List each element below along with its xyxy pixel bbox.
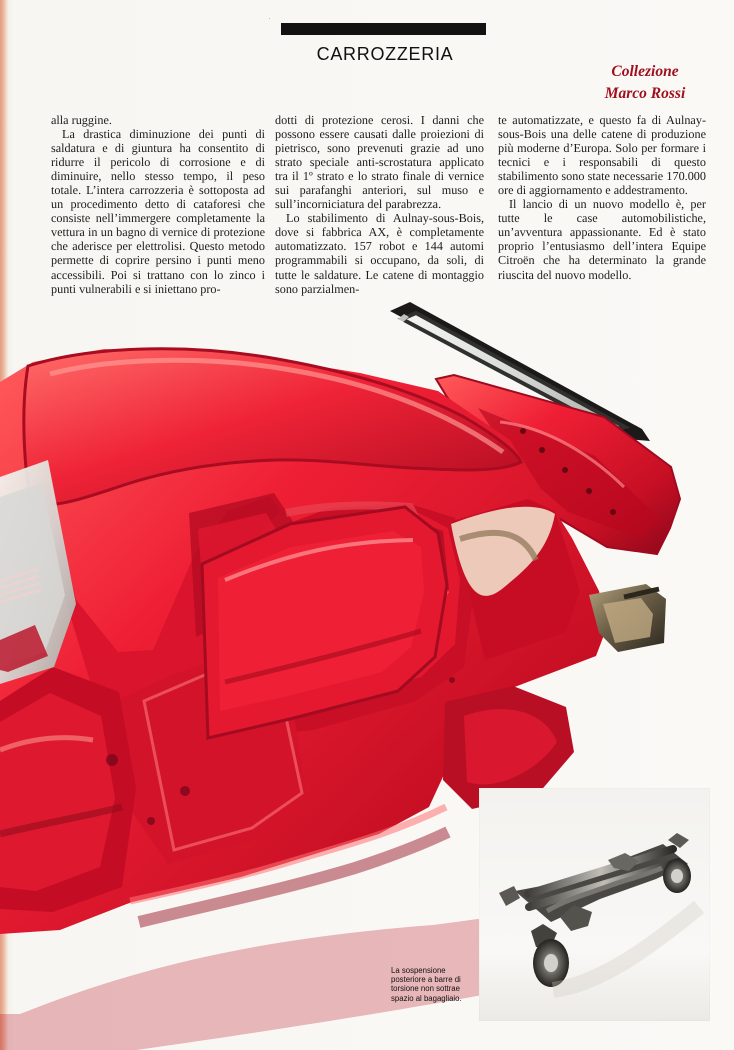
article-paragraph: dotti di protezione cerosi. I danni che possono essere causati dalle proiezioni di pietrisco, sono prevenuti grazie ad uno strato speciale anti-scrostatura applicato tra il 1º strato e lo strato finale di vernice sui parafanghi anteriori, sul muso e sull’incorniciatura del parabrezza. bbox=[275, 113, 484, 212]
collection-line-1: Collezione bbox=[611, 63, 679, 80]
section-title: CARROZZERIA bbox=[316, 44, 454, 64]
article-column-3 bbox=[498, 113, 706, 282]
article-paragraph: La drastica diminuzione dei punti di saldatura e di giuntura ha consentito di ridurre il pericolo di corrosione e di diminuire, nello stesso tempo, il peso totale. L’intera carrozzeria è sottoposta ad un procedimento detto di cataforesi che consiste nell’immergere completamente la vettura in un bagno di vernice di protezione che aderisce per elettrolisi. Questo metodo permette di coprire persino i punti meno accessibili. Poi si trattano con lo zinco i punti vulnerabili e si iniettano pro- bbox=[51, 127, 265, 296]
article-paragraph: te automatizzate, e questo fa di Aulnay-sous-Bois una delle catene di produzione più moderne d’Europa. Solo per formare i tecnici e i responsabili di questo stabilimento sono state necessarie 170.000 ore di aggiornamento e addestramento. bbox=[498, 113, 706, 198]
article-paragraph: Il lancio di un nuovo modello è, per tutte le case automobilistiche, un’avventura appassionante. Ed è stato proprio l’entusiasmo dell’intera Equipe Citroën che ha determinato la grande riuscita del nuovo modello. bbox=[498, 197, 706, 282]
section-header-rule bbox=[281, 23, 486, 35]
print-dot bbox=[269, 18, 270, 19]
article-column-2 bbox=[275, 113, 484, 296]
article-paragraph: Lo stabilimento di Aulnay-sous-Bois, dove si fabbrica AX, è completamente automatizzato. 157 robot e 144 automi programmabili si occupano, da soli, di tutte le saldature. Le catene di montaggio sono parzialmen- bbox=[275, 211, 484, 296]
suspension-photo bbox=[479, 788, 710, 1021]
collection-line-2: Marco Rossi bbox=[604, 85, 686, 102]
collection-label bbox=[590, 61, 700, 105]
article-paragraph: alla ruggine. bbox=[51, 113, 112, 127]
rear-suspension-image bbox=[479, 788, 710, 1021]
suspension-caption: La sospensione posteriore a barre di torsione non sottrae spazio al bagagliaio. bbox=[391, 966, 462, 1003]
article-column-1 bbox=[51, 113, 265, 296]
